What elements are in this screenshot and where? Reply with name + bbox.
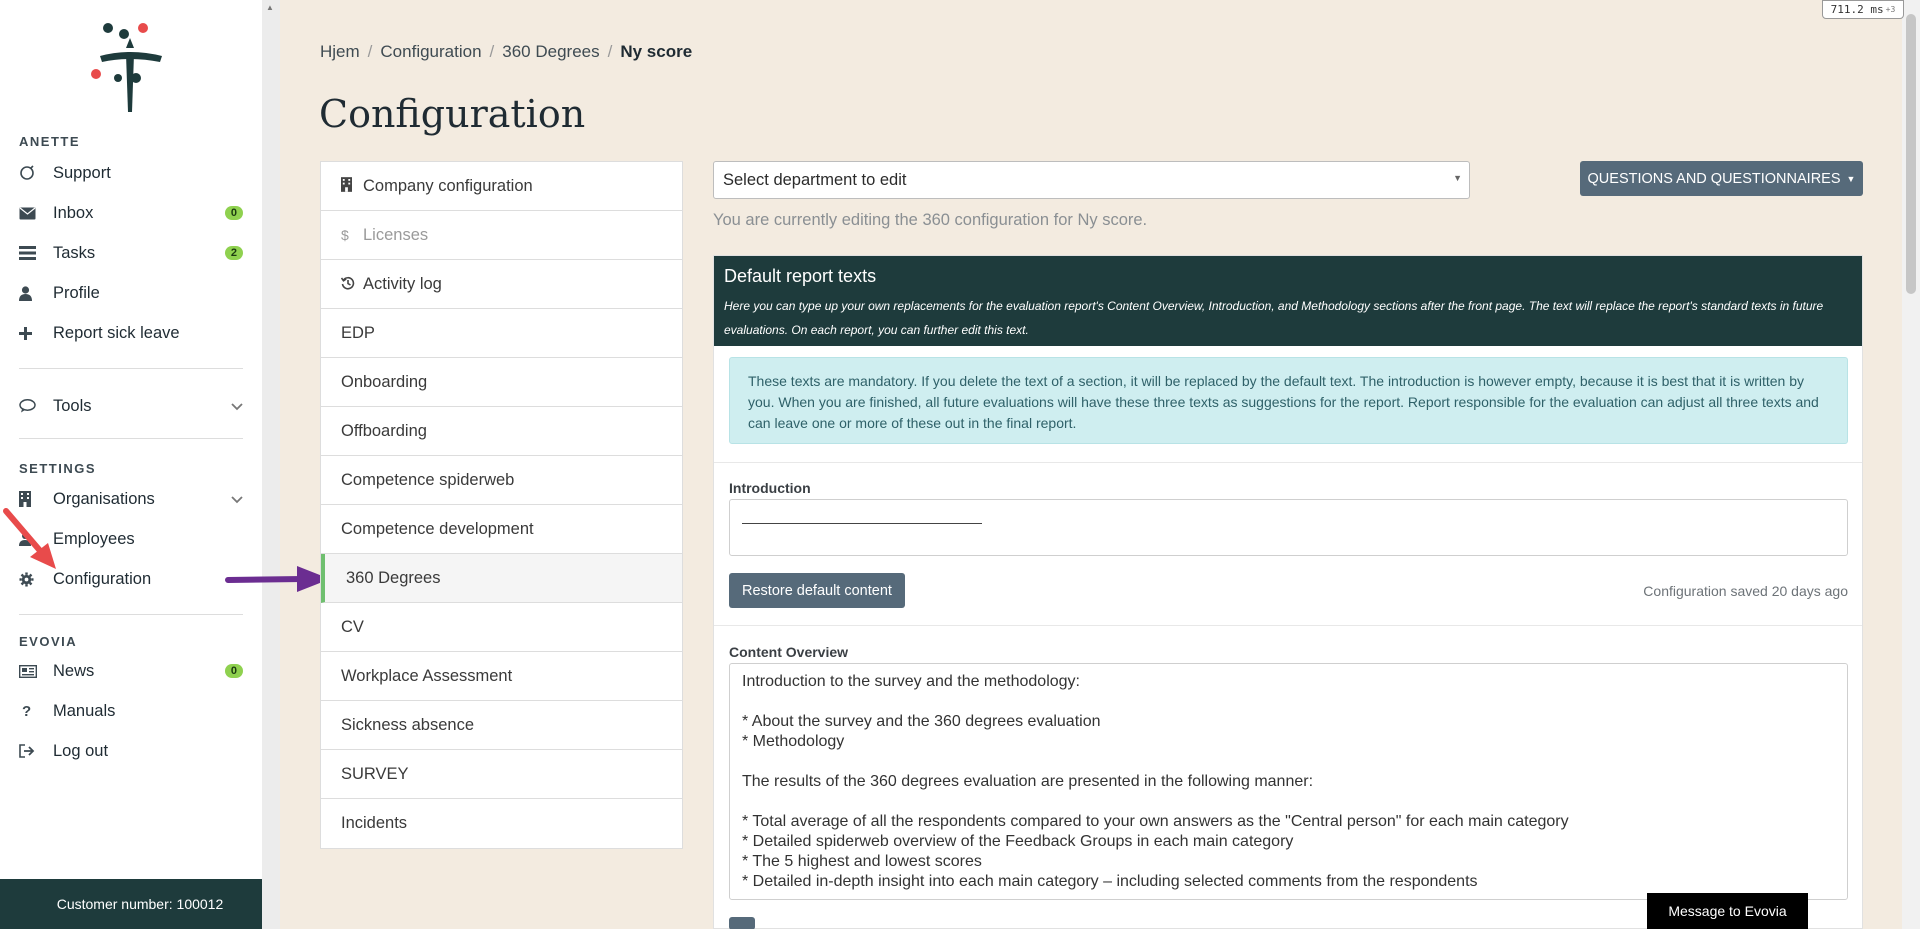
sidebar-item-tools[interactable] (19, 391, 243, 421)
customer-number: Customer number: 100012 (0, 879, 280, 929)
sidebar-item-label: Tools (53, 396, 92, 415)
sidebar-item-label: Profile (53, 283, 100, 302)
newspaper-icon (19, 665, 53, 678)
sidebar-divider (19, 438, 243, 439)
config-menu-workplace-assessment[interactable] (321, 652, 682, 701)
breadcrumb-link-360-degrees[interactable]: 360 Degrees (502, 42, 600, 61)
section-divider (714, 625, 1862, 626)
config-menu-incidents[interactable] (321, 799, 682, 848)
content-overview-editor[interactable] (729, 663, 1848, 900)
config-menu-competence-development[interactable] (321, 505, 682, 554)
sidebar-divider (19, 614, 243, 615)
sidebar-item-label: Tasks (53, 243, 96, 262)
card-header (714, 256, 1862, 346)
menu-item-label: EDP (341, 323, 375, 342)
breadcrumb-separator: / (607, 42, 613, 61)
menu-item-label: Competence spiderweb (341, 470, 515, 489)
config-menu-activity-log[interactable] (321, 260, 682, 309)
config-menu-cv[interactable] (321, 603, 682, 652)
default-report-texts-card (713, 255, 1863, 929)
sidebar-divider (19, 368, 243, 369)
editing-note: You are currently editing the 360 configuration for Ny score. (713, 211, 1148, 229)
config-menu (320, 161, 683, 849)
page-title: Configuration (319, 92, 586, 136)
restore-default-content-button[interactable]: Restore default content (729, 573, 905, 608)
sidebar-item-label: Configuration (53, 569, 152, 588)
config-menu-onboarding[interactable] (321, 358, 682, 407)
sidebar-item-tasks[interactable] (19, 238, 243, 268)
config-menu-survey[interactable] (321, 750, 682, 799)
department-select-value: Select department to edit (723, 170, 907, 189)
breadcrumb-separator: / (367, 42, 373, 61)
menu-item-label: Workplace Assessment (341, 666, 513, 685)
dollar-icon: $ (341, 227, 349, 243)
card-title: Default report texts (724, 266, 877, 286)
breadcrumb-current: Ny score (620, 42, 693, 61)
breadcrumb-link-home[interactable]: Hjem (320, 42, 360, 61)
chevron-down-icon (231, 398, 243, 414)
logout-icon (19, 744, 53, 758)
chevron-down-icon (231, 491, 243, 507)
menu-item-label: CV (341, 617, 364, 636)
section-heading-evovia: EVOVIA (19, 634, 78, 649)
timer-value: 711.2 (1830, 3, 1864, 16)
introduction-label: Introduction (729, 480, 811, 496)
menu-item-label: Licenses (363, 225, 429, 244)
content-overview-text: Introduction to the survey and the methodology: * About the survey and the 360 degrees evaluation * Methodology The results of the 360 degrees evaluation are presented in the following manner: * Total average of all the respondents compared to your own answers as the "Central person" for each main category * Detailed spiderweb overview of the Feedback Groups in each main category * The 5 highest and lowest scores * Detailed in-depth insight into each main category – including selected comments from the respondents (742, 673, 1569, 890)
sidebar-scrollbar[interactable] (262, 0, 280, 929)
config-menu-sickness-absence[interactable] (321, 701, 682, 750)
sidebar-item-profile[interactable] (19, 278, 243, 308)
menu-item-label: Company configuration (363, 176, 533, 195)
sidebar-item-label: Log out (53, 741, 109, 760)
breadcrumb-separator: / (489, 42, 495, 61)
timer-extra: +3 (1885, 5, 1896, 14)
config-menu-edp[interactable] (321, 309, 682, 358)
caret-down-icon: ▼ (1846, 173, 1856, 184)
question-icon: ? (22, 702, 32, 720)
introduction-editor[interactable] (729, 499, 1848, 556)
plus-icon (19, 327, 53, 340)
config-menu-competence-spiderweb[interactable] (321, 456, 682, 505)
configuration-saved-note: Configuration saved 20 days ago (1643, 583, 1848, 599)
breadcrumb (320, 42, 692, 62)
sidebar-item-label: Employees (53, 529, 135, 548)
menu-item-label: Activity log (363, 274, 442, 293)
sidebar-item-log-out[interactable] (19, 736, 243, 766)
company-logo[interactable] (90, 18, 170, 114)
sidebar-item-label: News (53, 661, 95, 680)
questions-dropdown-button[interactable] (1580, 161, 1863, 196)
sidebar-item-label: Inbox (53, 203, 94, 222)
menu-item-label: Competence development (341, 519, 534, 538)
performance-timer (1822, 0, 1904, 19)
sidebar (0, 0, 262, 929)
comment-icon (19, 399, 53, 413)
introduction-placeholder-line (742, 523, 982, 524)
sidebar-item-label: Report sick leave (53, 323, 180, 342)
tasks-count-badge: 2 (225, 246, 243, 260)
sidebar-item-manuals[interactable] (19, 696, 243, 726)
config-menu-licenses[interactable] (321, 211, 682, 260)
menu-item-label: Onboarding (341, 372, 428, 391)
caret-down-icon: ▼ (1453, 173, 1462, 183)
menu-item-label: Offboarding (341, 421, 427, 440)
section-heading-user: ANETTE (19, 134, 80, 149)
support-icon (19, 165, 53, 181)
scroll-up-arrow-icon[interactable]: ▲ (266, 3, 274, 12)
info-alert: These texts are mandatory. If you delete the text of a section, it will be replaced by the default text. The introduction is however empty, because it is best that it is written by you. When you are finished, all future evaluations will have these three texts as suggestions for the report. Report responsible for the evaluation can adjust all three texts and can leave one or more of these out in the final report. (729, 357, 1848, 444)
config-menu-company-configuration[interactable] (321, 162, 682, 211)
inbox-count-badge: 0 (225, 206, 243, 220)
sidebar-item-inbox[interactable] (19, 198, 243, 228)
user-icon (19, 286, 53, 301)
message-to-evovia-button[interactable]: Message to Evovia (1647, 893, 1808, 929)
sidebar-item-label: Organisations (53, 489, 155, 508)
sidebar-item-news[interactable] (19, 656, 243, 686)
sidebar-item-report-sick-leave[interactable] (19, 318, 243, 348)
building-icon (341, 177, 363, 195)
history-icon (341, 276, 363, 293)
scrollbar-thumb[interactable] (1906, 14, 1916, 294)
menu-item-label: Sickness absence (341, 715, 474, 734)
department-select[interactable] (713, 161, 1470, 199)
sidebar-item-label: Support (53, 163, 111, 182)
restore-default-content-button-2[interactable] (729, 917, 755, 929)
envelope-icon (19, 207, 53, 220)
content-overview-label: Content Overview (729, 644, 849, 660)
config-menu-360-degrees[interactable] (321, 554, 682, 603)
card-description: Here you can type up your own replacements for the evaluation report's Content Overview, Introduction, and Methodology sections after the front page. The text will replace the report's standard texts in future evaluations. On each report, you can further edit this text. (724, 299, 1824, 337)
timer-unit: ms (1870, 3, 1884, 16)
tasks-icon (19, 246, 53, 260)
menu-item-label: SURVEY (341, 764, 409, 783)
breadcrumb-link-configuration[interactable]: Configuration (380, 42, 482, 61)
main-scrollbar[interactable] (1902, 0, 1920, 929)
purple-annotation-arrow-icon (225, 563, 335, 595)
sidebar-item-label: Manuals (53, 701, 116, 720)
menu-item-label: 360 Degrees (346, 568, 441, 587)
news-count-badge: 0 (225, 664, 243, 678)
red-annotation-arrow-icon (0, 505, 70, 575)
section-divider (714, 462, 1862, 463)
sidebar-item-support[interactable] (19, 158, 243, 188)
questions-button-label: QUESTIONS AND QUESTIONNAIRES (1587, 170, 1841, 187)
section-heading-settings: SETTINGS (19, 461, 97, 476)
menu-item-label: Incidents (341, 814, 408, 832)
config-menu-offboarding[interactable] (321, 407, 682, 456)
